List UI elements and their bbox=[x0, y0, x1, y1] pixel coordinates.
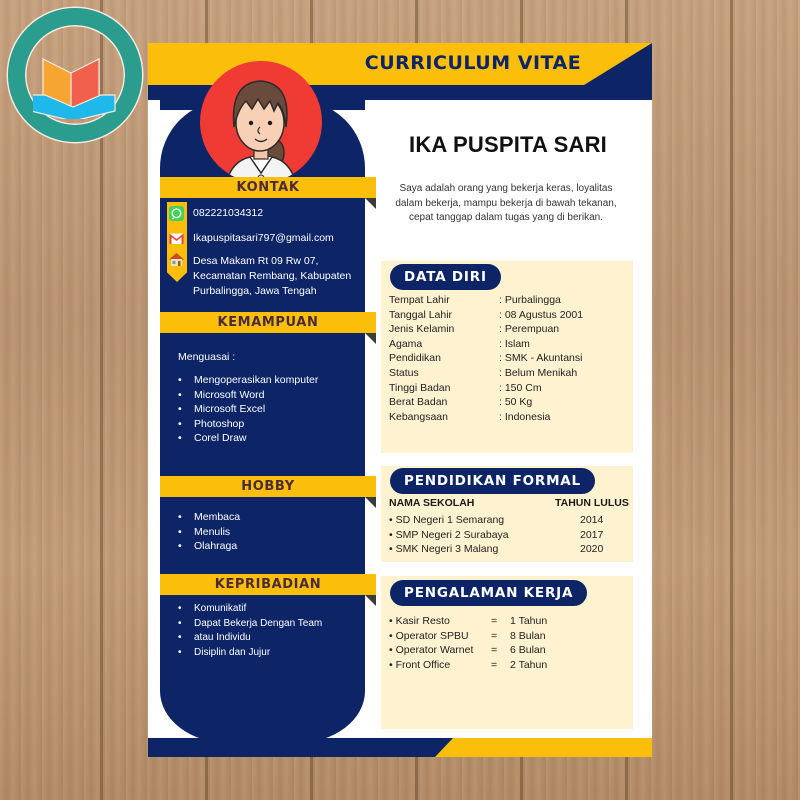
table-row bbox=[389, 643, 629, 658]
skills-intro: Menguasai : bbox=[178, 351, 236, 363]
personality-list bbox=[178, 602, 322, 660]
list-item: • Olahraga bbox=[178, 539, 240, 554]
column-header-year: TAHUN LULUS bbox=[555, 497, 629, 509]
field-value: : 50 Kg bbox=[499, 396, 533, 409]
school-name: • SMP Negeri 2 Surabaya bbox=[389, 528, 509, 541]
table-row bbox=[389, 308, 583, 323]
field-value: : SMK - Akuntansi bbox=[499, 352, 583, 365]
list-item: • Microsoft Word bbox=[178, 388, 318, 403]
avatar bbox=[200, 61, 322, 183]
section-title: KONTAK bbox=[236, 180, 300, 195]
contact-phone: 082221034312 bbox=[193, 207, 264, 219]
separator: = bbox=[491, 629, 498, 642]
job-duration: 1 Tahun bbox=[510, 615, 548, 627]
gmail-icon bbox=[169, 231, 184, 246]
list-item: • Mengoperasikan komputer bbox=[178, 373, 318, 388]
field-value: : Indonesia bbox=[499, 410, 551, 423]
section-header-pendidikan: PENDIDIKAN FORMAL bbox=[390, 468, 595, 494]
section-title: KEMAMPUAN bbox=[217, 315, 319, 330]
summary-line: dalam bekerja, mampu bekerja di bawah tekanan, bbox=[395, 197, 617, 209]
field-value: : 150 Cm bbox=[499, 381, 542, 394]
list-item: • Komunikatif bbox=[178, 602, 322, 617]
work-experience-table bbox=[389, 614, 629, 672]
summary-line: Saya adalah orang yang bekerja keras, loyalitas bbox=[399, 183, 613, 194]
graduation-year: 2017 bbox=[580, 528, 604, 541]
table-row bbox=[389, 658, 629, 673]
skills-list bbox=[178, 373, 318, 446]
separator: = bbox=[491, 615, 498, 627]
field-value: : Perempuan bbox=[499, 323, 560, 336]
bar-shadow bbox=[365, 198, 376, 209]
contact-address bbox=[193, 254, 351, 299]
hobby-list bbox=[178, 510, 240, 554]
list-item-continuation: atau Individu bbox=[194, 632, 251, 644]
section-title: KEPRIBADIAN bbox=[214, 577, 322, 592]
field-label: Berat Badan bbox=[389, 396, 448, 409]
section-header-kontak bbox=[160, 177, 376, 198]
personal-data-table bbox=[389, 293, 583, 424]
graduation-year: 2020 bbox=[580, 543, 604, 556]
field-label: Jenis Kelamin bbox=[389, 323, 455, 336]
field-value: : Belum Menikah bbox=[499, 366, 578, 379]
table-row bbox=[389, 366, 583, 381]
field-label: Agama bbox=[389, 337, 423, 350]
section-header-kemampuan bbox=[160, 312, 376, 333]
open-book-icon bbox=[33, 39, 117, 119]
contact-email: Ikapuspitasari797@gmail.com bbox=[193, 232, 334, 244]
education-table-header bbox=[389, 497, 629, 509]
address-line: Desa Makam Rt 09 Rw 07, bbox=[193, 255, 319, 267]
address-line: Purbalingga, Jawa Tengah bbox=[193, 285, 317, 297]
list-item: • Dapat Bekerja Dengan Team bbox=[178, 617, 322, 632]
table-row bbox=[389, 528, 629, 543]
table-row bbox=[389, 629, 629, 644]
field-label: Tanggal Lahir bbox=[389, 308, 453, 321]
field-label: Pendidikan bbox=[389, 352, 441, 365]
table-row bbox=[389, 513, 629, 528]
school-name: • SD Negeri 1 Semarang bbox=[389, 514, 505, 526]
whatsapp-icon bbox=[169, 206, 184, 221]
graduation-year: 2014 bbox=[580, 514, 604, 526]
column-header-school: NAMA SEKOLAH bbox=[389, 497, 475, 509]
table-row bbox=[389, 293, 583, 308]
field-label: Tinggi Badan bbox=[389, 381, 451, 394]
person-name: IKA PUSPITA SARI bbox=[409, 132, 607, 157]
section-header-kepribadian bbox=[160, 574, 376, 595]
job-duration: 6 Bulan bbox=[510, 644, 546, 657]
field-value: : 08 Agustus 2001 bbox=[499, 308, 584, 321]
bar-shadow bbox=[365, 497, 376, 508]
list-item: • Menulis bbox=[178, 525, 240, 540]
table-row bbox=[389, 381, 583, 396]
table-row bbox=[389, 351, 583, 366]
field-value: : Purbalingga bbox=[499, 294, 561, 306]
list-item bbox=[178, 631, 322, 646]
table-row bbox=[389, 322, 583, 337]
home-icon bbox=[169, 252, 184, 267]
list-item: • Corel Draw bbox=[178, 431, 318, 446]
job-title: • Front Office bbox=[389, 658, 451, 671]
field-label: Tempat Lahir bbox=[389, 294, 450, 306]
field-label: Status bbox=[389, 366, 419, 379]
separator: = bbox=[491, 658, 498, 671]
footer-yellow-band bbox=[435, 738, 652, 757]
summary-line: cepat tanggap dalam tugas yang di berikan. bbox=[408, 212, 604, 223]
section-title: HOBBY bbox=[241, 479, 295, 494]
table-row bbox=[389, 614, 629, 629]
job-title: • Kasir Resto bbox=[389, 615, 450, 627]
section-header-pengalaman: PENGALAMAN KERJA bbox=[390, 580, 587, 606]
table-row bbox=[389, 410, 583, 425]
field-value: : Islam bbox=[499, 337, 530, 350]
job-title: • Operator SPBU bbox=[389, 629, 469, 642]
table-row bbox=[389, 542, 629, 557]
job-title: • Operator Warnet bbox=[389, 644, 474, 657]
list-item: • Microsoft Excel bbox=[178, 402, 318, 417]
panel-pendidikan-formal bbox=[381, 466, 633, 562]
panel-pengalaman-kerja bbox=[381, 576, 633, 729]
table-row bbox=[389, 395, 583, 410]
book-logo bbox=[8, 8, 142, 142]
bar-shadow bbox=[365, 333, 376, 344]
profile-summary bbox=[386, 182, 626, 226]
table-row bbox=[389, 337, 583, 352]
school-name: • SMK Negeri 3 Malang bbox=[389, 543, 499, 556]
job-duration: 8 Bulan bbox=[510, 629, 546, 642]
section-header-data-diri: DATA DIRI bbox=[390, 264, 501, 290]
job-duration: 2 Tahun bbox=[510, 658, 548, 671]
address-line: Kecamatan Rembang, Kabupaten bbox=[193, 270, 352, 282]
list-item: • Photoshop bbox=[178, 417, 318, 432]
field-label: Kebangsaan bbox=[389, 410, 448, 423]
panel-data-diri bbox=[381, 261, 633, 453]
separator: = bbox=[491, 644, 498, 657]
list-item: • Disiplin dan Jujur bbox=[178, 646, 322, 661]
bar-shadow bbox=[365, 595, 376, 606]
list-item: • Membaca bbox=[178, 510, 240, 525]
education-table bbox=[389, 513, 629, 557]
avatar-illustration-icon bbox=[200, 61, 322, 183]
cv-document bbox=[148, 43, 652, 757]
section-header-hobby bbox=[160, 476, 376, 497]
document-title: CURRICULUM VITAE bbox=[364, 52, 582, 74]
